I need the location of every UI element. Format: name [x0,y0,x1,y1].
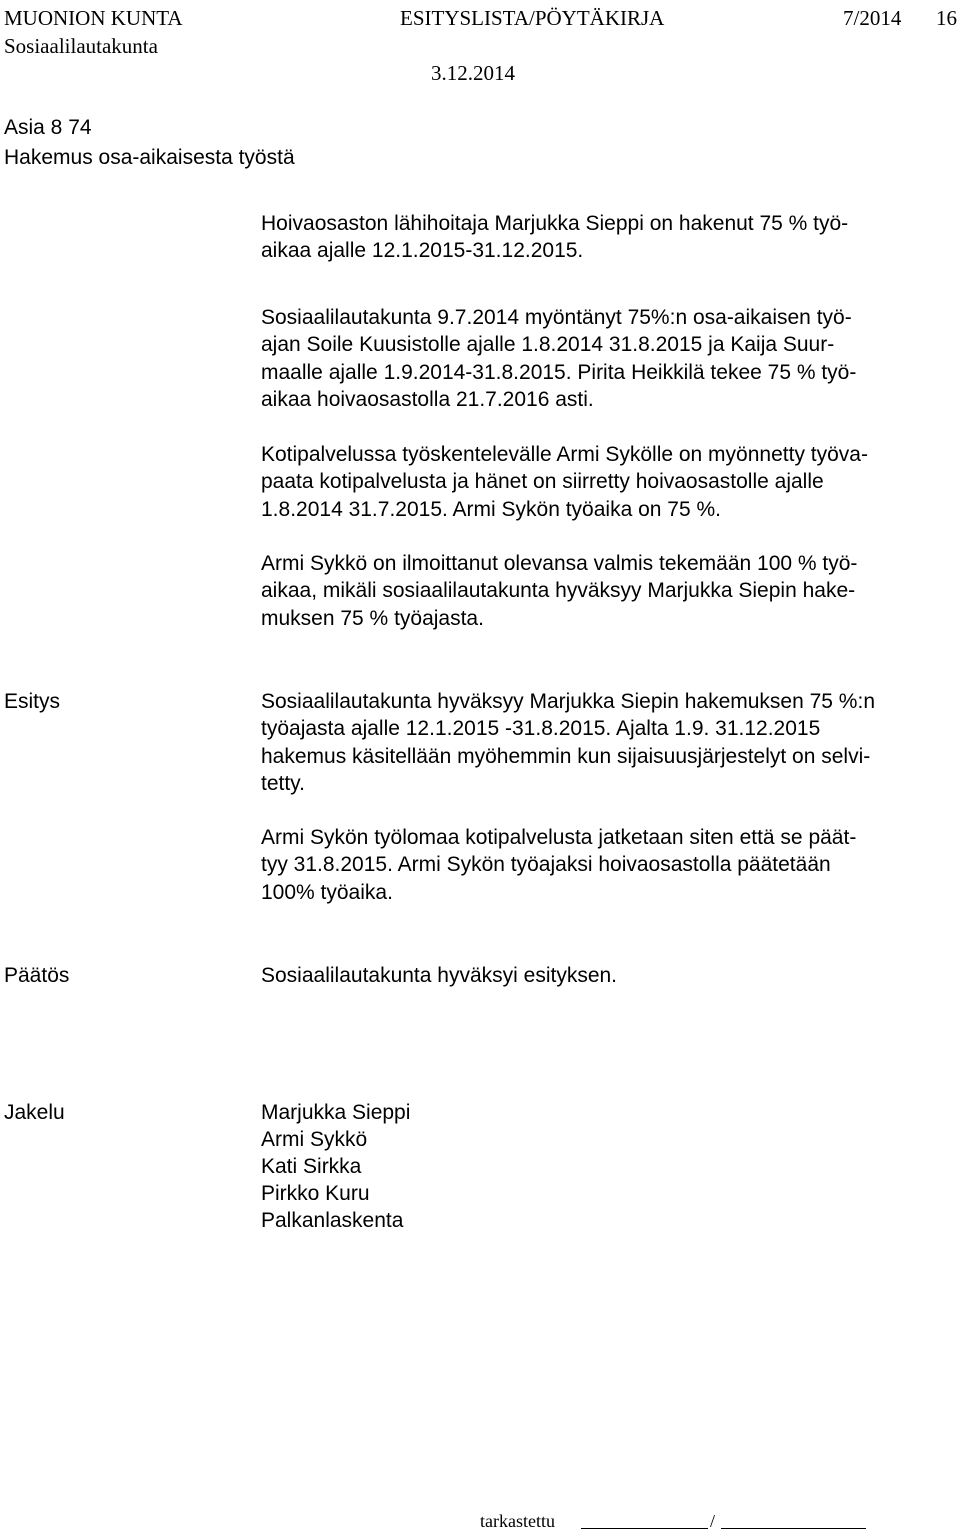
committee-name: Sosiaalilautakunta [4,34,158,58]
text-line: aikaa hoivaosastolla 21.7.2016 asti. [261,387,594,411]
text-line: muksen 75 % työajasta. [261,606,484,630]
item-number: Asia 8 74 [4,116,92,139]
text-line: 1.8.2014 31.7.2015. Armi Sykön työaika on 75 %. [261,497,721,521]
page-number: 16 [936,6,957,30]
municipality-name: MUONION KUNTA [4,6,183,30]
signature-line-right [721,1528,866,1529]
paatos-label: Päätös [4,964,70,987]
text-line: Hoivaosaston lähihoitaja Marjukka Sieppi on hakenut 75 % työ- [261,212,849,235]
text-line: Sosiaalilautakunta 9.7.2014 myöntänyt 75%:n osa-aikaisen työ- [261,306,852,329]
text-line: Sosiaalilautakunta hyväksyy Marjukka Siepin hakemuksen 75 %:n [261,690,875,713]
text-line: työajasta ajalle 12.1.2015 -31.8.2015. Ajalta 1.9. 31.12.2015 [261,717,821,741]
paragraph-application [261,210,951,265]
text-line: paata kotipalvelusta ja hänet on siirretty hoivaosastolle ajalle [261,470,824,494]
text-line: Armi Sykön työlomaa kotipalvelusta jatketaan siten että se päät- [261,826,857,849]
recipient: Marjukka Sieppi [261,1101,411,1124]
signature-line-left [581,1528,708,1529]
text-line: tetty. [261,771,305,795]
paatos-text: Sosiaalilautakunta hyväksyi esityksen. [261,964,618,987]
recipient-list [261,1099,951,1234]
checked-label: tarkastettu [480,1511,555,1531]
paragraph-previous-decisions [261,304,951,413]
signature-separator: / [710,1511,716,1531]
jakelu-label: Jakelu [4,1101,65,1124]
text-line: hakemus käsitellään myöhemmin kun sijaisuusjärjestelyt on selvi- [261,744,871,768]
text-line: Armi Sykkö on ilmoittanut olevansa valmis tekemään 100 % työ- [261,552,858,575]
paragraph-home-care [261,441,951,523]
text-line: aikaa ajalle 12.1.2015-31.12.2015. [261,239,584,263]
text-line: Kotipalvelussa työskentelevälle Armi Sykölle on myönnetty työva- [261,443,868,466]
recipient: Armi Sykkö [261,1128,368,1151]
item-title: Hakemus osa-aikaisesta työstä [4,146,295,169]
esitys-paragraph-1 [261,688,951,797]
issue-number: 7/2014 [843,6,902,30]
text-line: tyy 31.8.2015. Armi Sykön työajaksi hoivaosastolla päätetään [261,853,831,877]
recipient: Pirkko Kuru [261,1182,370,1205]
recipient: Palkanlaskenta [261,1209,404,1232]
paragraph-full-time-offer [261,550,951,632]
text-line: maalle ajalle 1.9.2014-31.8.2015. Pirita Heikkilä tekee 75 % työ- [261,360,857,384]
text-line: aikaa, mikäli sosiaalilautakunta hyväksyy Marjukka Siepin hake- [261,579,856,603]
esitys-label: Esitys [4,690,61,713]
text-line: 100% työaika. [261,880,393,904]
meeting-date: 3.12.2014 [431,61,515,85]
document-type: ESITYSLISTA/PÖYTÄKIRJA [400,6,665,30]
text-line: ajan Soile Kuusistolle ajalle 1.8.2014 31.8.2015 ja Kaija Suur- [261,333,835,357]
esitys-paragraph-2 [261,824,951,906]
recipient: Kati Sirkka [261,1155,362,1178]
